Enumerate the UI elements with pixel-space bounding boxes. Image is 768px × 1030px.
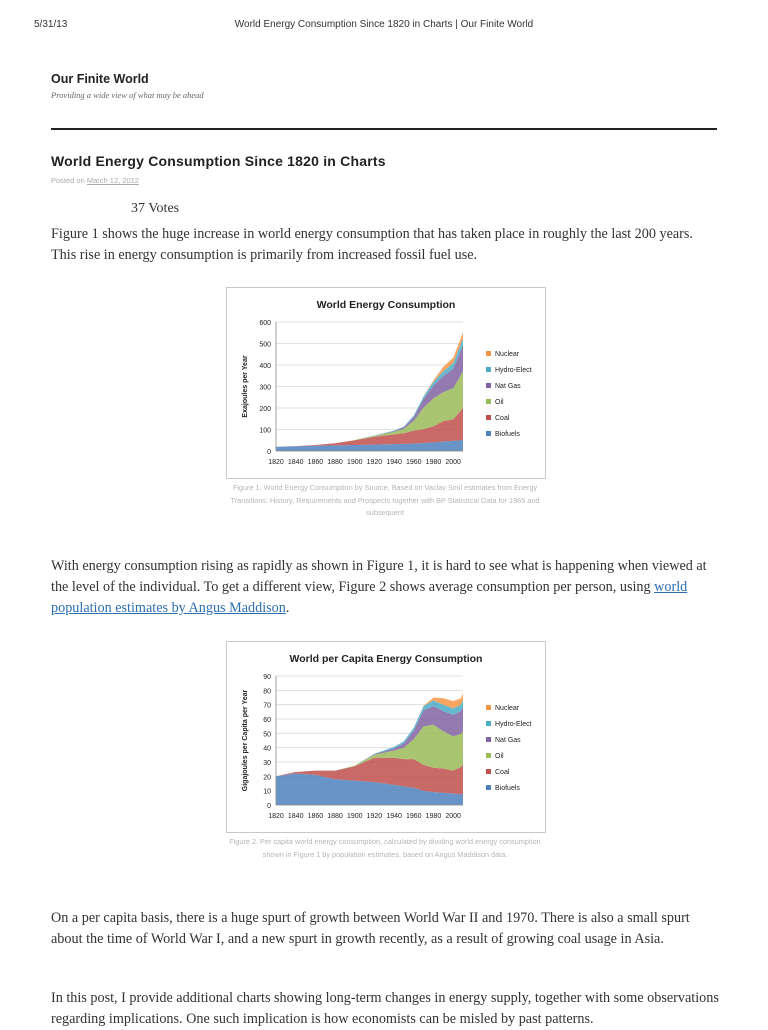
x-tick-label: 1840: [287, 813, 304, 820]
legend-label: Biofuels: [495, 431, 520, 438]
legend-label: Hydro-Elect: [495, 367, 532, 374]
x-tick-label: 1900: [346, 459, 363, 466]
print-page-title: World Energy Consumption Since 1820 in Charts | Our Finite World: [234, 19, 534, 30]
x-tick-label: 1960: [406, 459, 422, 466]
y-tick-label: 0: [267, 449, 271, 456]
x-tick-label: 1980: [425, 813, 442, 820]
paragraph-3: On a per capita basis, there is a huge spurt of growth between World War II and 1970. There is also a small spurt about the time of World War I, and a new spurt in growth recently, as a result of growing coal usage in Asia.: [51, 910, 690, 947]
x-tick-label: 1860: [307, 459, 324, 466]
figure-1: [226, 287, 546, 479]
post-title[interactable]: World Energy Consumption Since 1820 in Charts: [51, 153, 386, 169]
y-tick-label: 60: [263, 717, 271, 724]
votes-count: 37 Votes: [131, 201, 180, 216]
y-tick-label: 400: [259, 363, 271, 370]
legend-label: Nuclear: [495, 705, 520, 712]
post-date-link[interactable]: March 12, 2012: [86, 176, 139, 185]
x-tick-label: 1820: [268, 459, 284, 466]
chart-title: World Energy Consumption: [316, 299, 456, 311]
paragraph-2-text: With energy consumption rising as rapidly as shown in Figure 1, it is hard to see what is happening when viewed at the level of the individual. To get a different view, Figure 2 shows average consumption per person, using: [51, 558, 707, 595]
post-meta: [51, 176, 139, 185]
site-description: Providing a wide view of what may be ahead: [51, 90, 204, 100]
world-per-capita-energy-chart: [227, 642, 545, 832]
legend-swatch: [486, 769, 491, 774]
posted-on-label: Posted on: [51, 176, 87, 185]
x-tick-label: 2000: [445, 813, 461, 820]
y-axis-label: Gigajoules per Capita per Year: [242, 689, 249, 792]
x-tick-label: 1960: [406, 813, 422, 820]
legend-swatch: [486, 367, 491, 372]
paragraph-1: Figure 1 shows the huge increase in world energy consumption that has taken place in roughly the last 200 years. This rise in energy consumption is primarily from increased fossil fuel use.: [51, 226, 693, 263]
y-tick-label: 40: [263, 745, 271, 753]
legend-swatch: [486, 705, 491, 710]
x-tick-label: 1920: [366, 813, 383, 820]
x-tick-label: 1920: [366, 459, 383, 466]
figure-2: [226, 641, 546, 833]
y-tick-label: 30: [263, 760, 271, 767]
x-tick-label: 1900: [346, 813, 363, 820]
y-tick-label: 50: [263, 731, 271, 739]
maddison-population-link[interactable]: world population estimates by Angus Maddison: [51, 579, 688, 616]
legend-swatch: [486, 399, 491, 404]
y-tick-label: 20: [263, 774, 271, 782]
legend-swatch: [486, 431, 491, 436]
y-tick-label: 80: [263, 688, 271, 696]
legend-label: Nat Gas: [495, 737, 521, 744]
chart-title: World per Capita Energy Consumption: [289, 653, 483, 665]
x-tick-label: 1840: [287, 459, 304, 466]
print-date: 5/31/13: [34, 19, 68, 30]
legend-swatch: [486, 383, 491, 388]
legend-label: Nat Gas: [495, 383, 521, 390]
x-tick-label: 1980: [425, 459, 442, 466]
x-tick-label: 1940: [386, 459, 402, 466]
y-tick-label: 0: [267, 803, 271, 810]
x-tick-label: 1860: [307, 813, 324, 820]
legend-swatch: [486, 721, 491, 726]
paragraph-2: [51, 556, 721, 619]
x-tick-label: 2000: [445, 459, 461, 466]
legend-swatch: [486, 415, 491, 420]
legend-swatch: [486, 753, 491, 758]
site-title[interactable]: Our Finite World: [51, 72, 149, 86]
y-tick-label: 500: [259, 341, 271, 349]
legend-label: Hydro-Elect: [495, 721, 532, 728]
y-tick-label: 100: [259, 427, 271, 435]
y-tick-label: 70: [263, 702, 271, 710]
paragraph-4: In this post, I provide additional charts showing long-term changes in energy supply, together with some observations regarding implications. One such implication is how economists can be misled by past patterns.: [51, 990, 719, 1027]
legend-label: Oil: [495, 399, 504, 406]
legend-label: Nuclear: [495, 351, 520, 358]
y-tick-label: 90: [263, 674, 271, 681]
y-tick-label: 10: [263, 788, 271, 796]
legend-swatch: [486, 351, 491, 356]
paragraph-2-end: .: [285, 600, 290, 616]
legend-label: Biofuels: [495, 785, 520, 792]
legend-label: Oil: [495, 753, 504, 760]
legend-label: Coal: [495, 415, 510, 422]
x-tick-label: 1820: [268, 813, 284, 820]
y-tick-label: 600: [259, 320, 271, 327]
legend-swatch: [486, 785, 491, 790]
x-tick-label: 1880: [327, 813, 343, 820]
header-divider: [51, 128, 717, 130]
y-tick-label: 300: [259, 384, 271, 392]
figure-2-caption: Figure 2. Per capita world energy consumption, calculated by dividing world energy consumption shown in Figure 1 by population estimates, based on Angus Maddison data.: [229, 837, 541, 859]
y-axis-label: Exajoules per Year: [242, 355, 249, 418]
legend-label: Coal: [495, 769, 510, 776]
x-tick-label: 1880: [327, 459, 343, 466]
world-energy-consumption-chart: [227, 288, 545, 478]
figure-1-caption: Figure 1. World Energy Consumption by Source, Based on Vaclav Smil estimates from Energy Transitions: History, Requirements and Prospects together with BP Statistical Data for 1965 and subsequent: [230, 483, 540, 517]
legend-swatch: [486, 737, 491, 742]
x-tick-label: 1940: [386, 813, 402, 820]
y-tick-label: 200: [259, 406, 271, 413]
